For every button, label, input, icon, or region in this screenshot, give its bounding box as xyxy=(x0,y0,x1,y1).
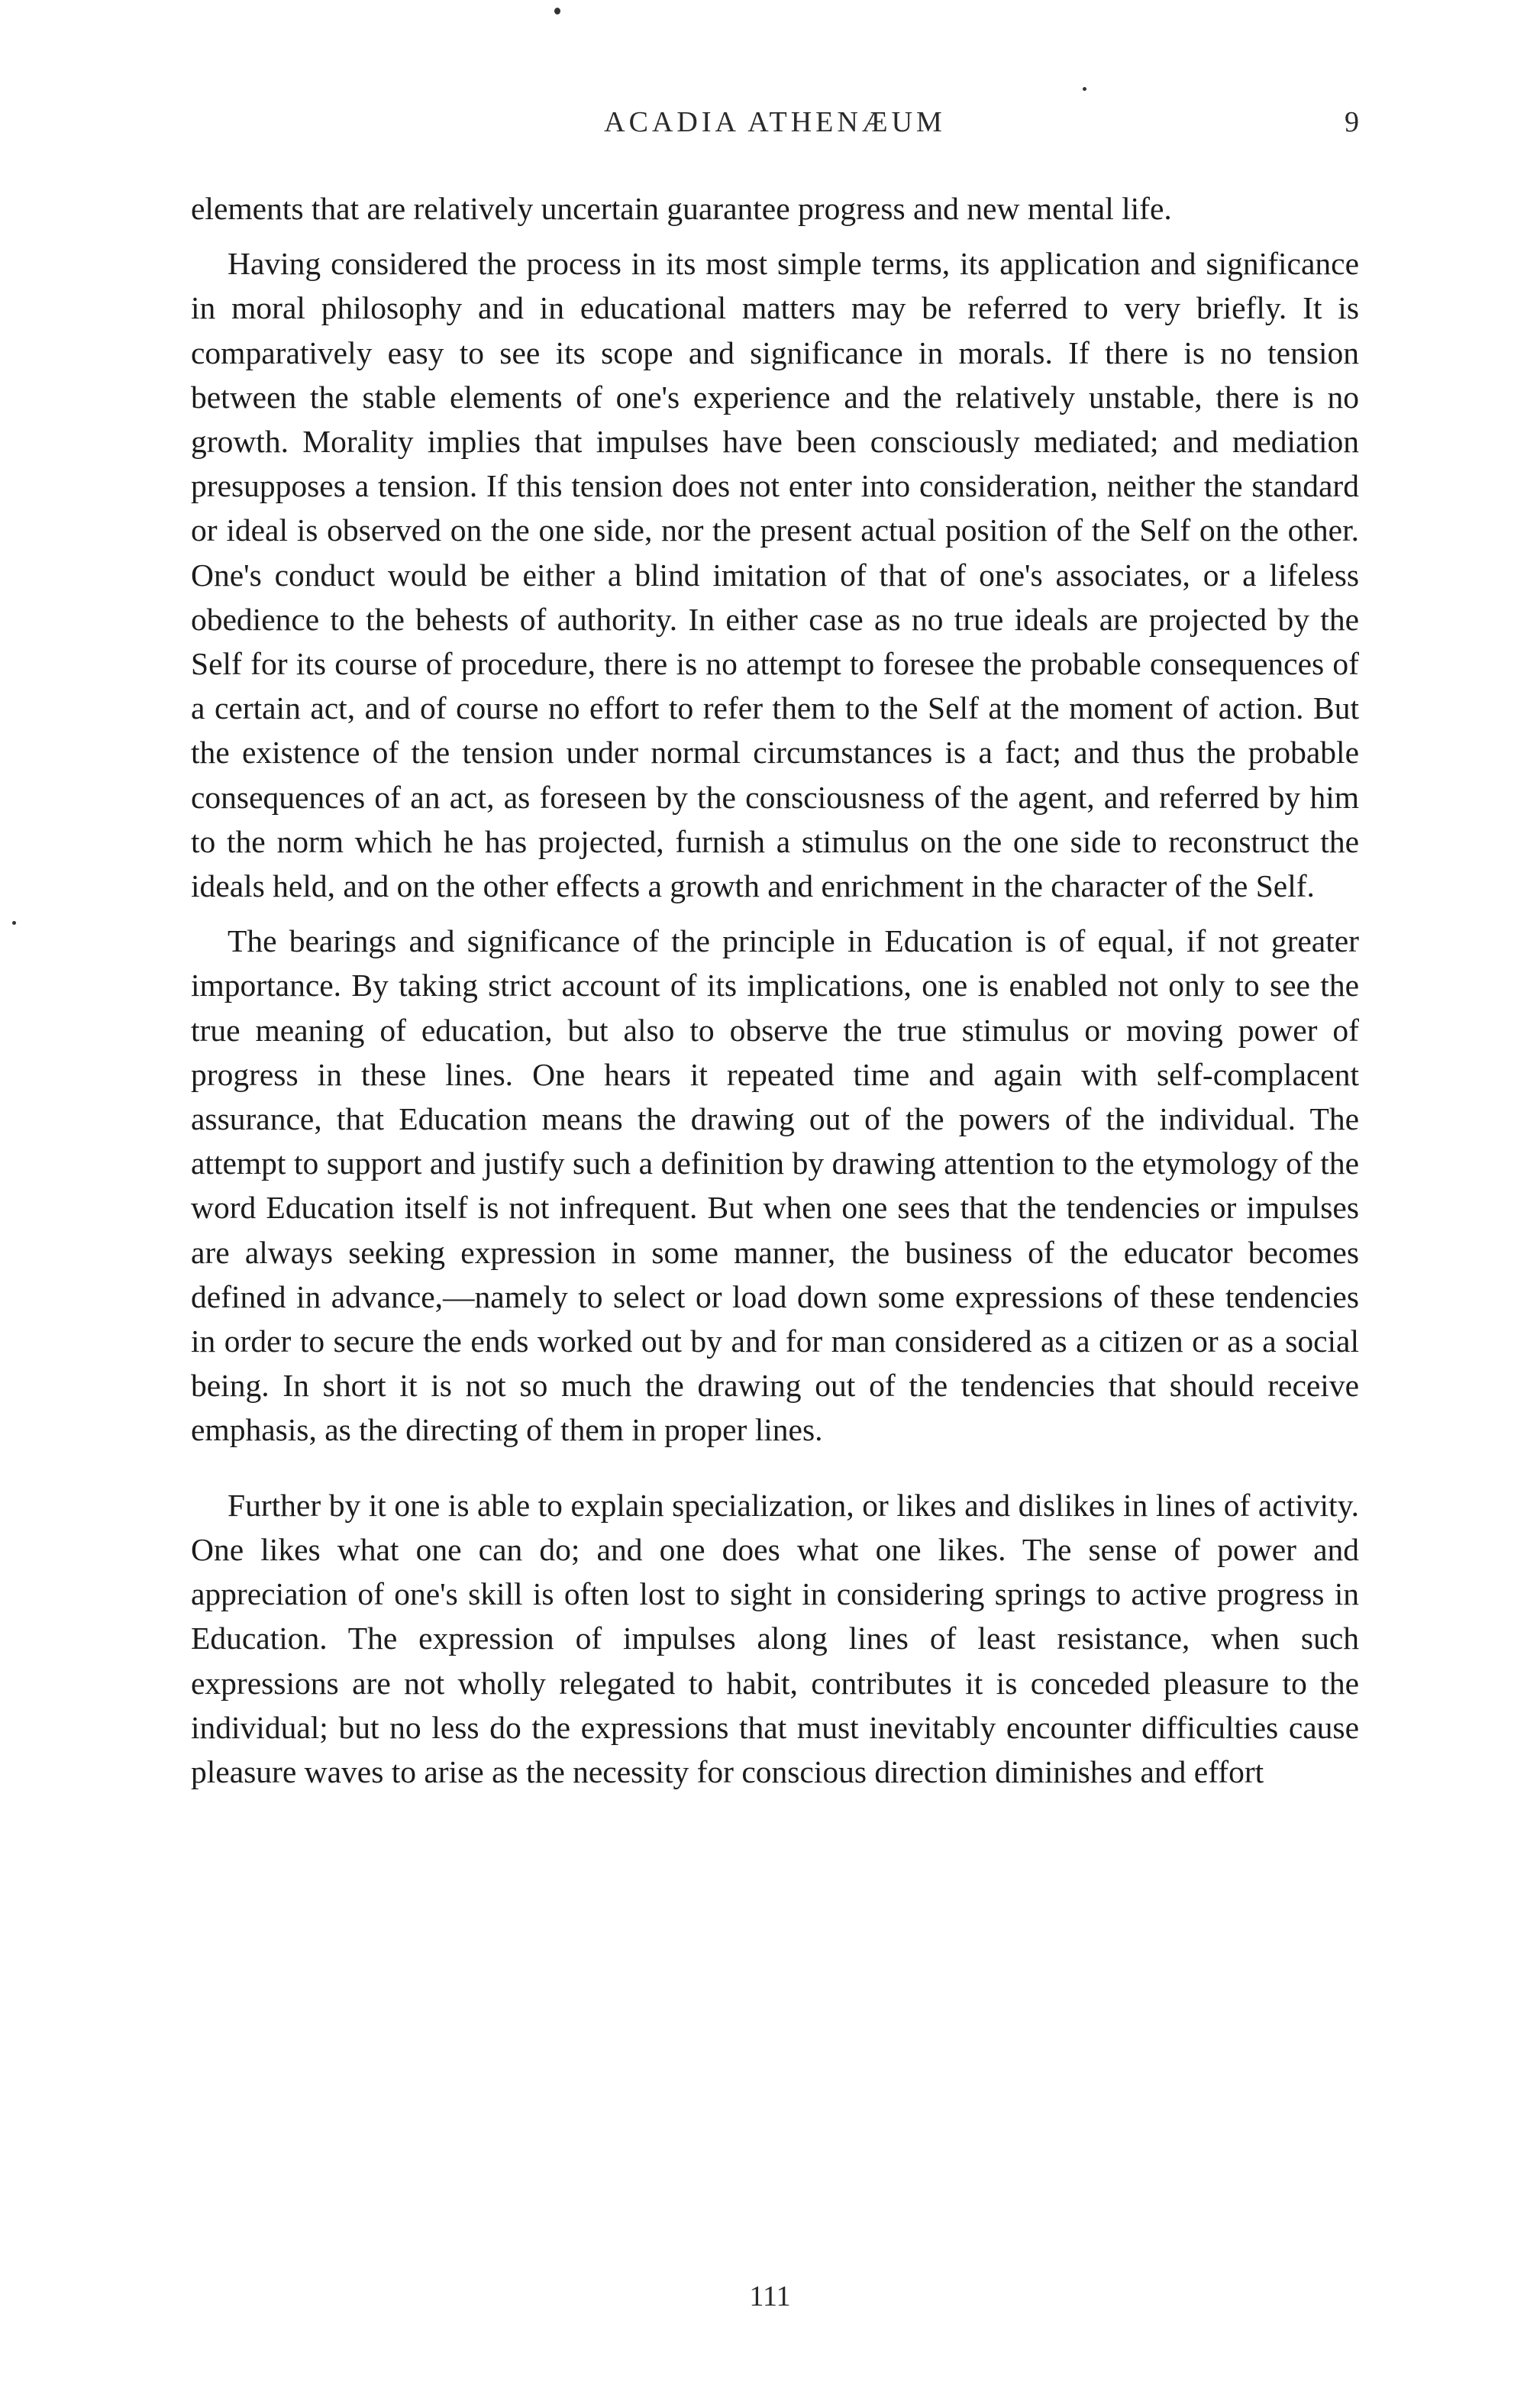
page-header xyxy=(191,105,1359,151)
paragraph: The bearings and significance of the principle in Education is of equal, if not greater importance. By taking strict account of its implications, one is enabled not only to see the true meaning of education, but also to observe the true stimulus or moving power of progress in these lines. One hears it repeated time and again with self-complacent assurance, that Education means the drawing out of the powers of the individual. The attempt to support and justify such a definition by drawing attention to the etymology of the word Education itself is not infrequent. But when one sees that the tendencies or impulses are always seeking expression in some manner, the business of the educator becomes defined in advance,—namely to select or load down some expressions of these tendencies in order to secure the ends worked out by and for man considered as a citizen or as a social being. In short it is not so much the drawing out of the tendencies that should receive emphasis, as the directing of them in proper lines. xyxy=(191,923,1359,1448)
header-page-number: 9 xyxy=(1345,106,1359,138)
running-head: ACADIA ATHENÆUM xyxy=(604,106,946,138)
paragraph: Further by it one is able to explain specialization, or likes and dislikes in lines of activity. One likes what one can do; and one does what one likes. The sense of power and appreciation of one's skill is often lost to sight in considering springs to active progress in Education. The expression of impulses along lines of least resistance, when such expressions are not wholly relegated to habit, contributes it is conceded pleasure to the individual; but no less do the expressions that must inevitably encounter difficulties cause pleasure waves to arise as the necessity for conscious direction diminishes and effort xyxy=(191,1487,1359,1789)
print-speck xyxy=(1083,87,1086,91)
paragraph: Having considered the process in its most simple terms, its application and significance in moral philosophy and in educational matters may be referred to very briefly. It is comparatively easy to see its scope and significance in morals. If there is no tension between the stable elements of one's experience and the relatively unstable, there is no growth. Morality implies that impulses have been consciously mediated; and mediation presupposes a tension. If this tension does not enter into consideration, neither the standard or ideal is observed on the one side, nor the present actual position of the Self on the other. One's conduct would be either a blind imitation of that of one's associates, or a lifeless obedience to the behests of authority. In either case as no true ideals are projected by the Self for its course of procedure, there is no attempt to foresee the probable consequences of a certain act, and of course no effort to refer them to the Self at the moment of action. But the existence of the tension under normal circumstances is a fact; and thus the probable consequences of an act, as foreseen by the consciousness of the agent, and referred by him to the norm which he has projected, furnish a stimulus on the one side to reconstruct the ideals held, and on the other effects a growth and enrichment in the character of the Self. xyxy=(191,246,1359,904)
print-speck xyxy=(12,921,16,925)
footer-page-number: 111 xyxy=(749,2280,791,2312)
print-speck xyxy=(554,8,560,15)
paragraph: elements that are relatively uncertain guarantee progress and new mental life. xyxy=(191,191,1172,226)
body-text xyxy=(191,186,1359,1794)
